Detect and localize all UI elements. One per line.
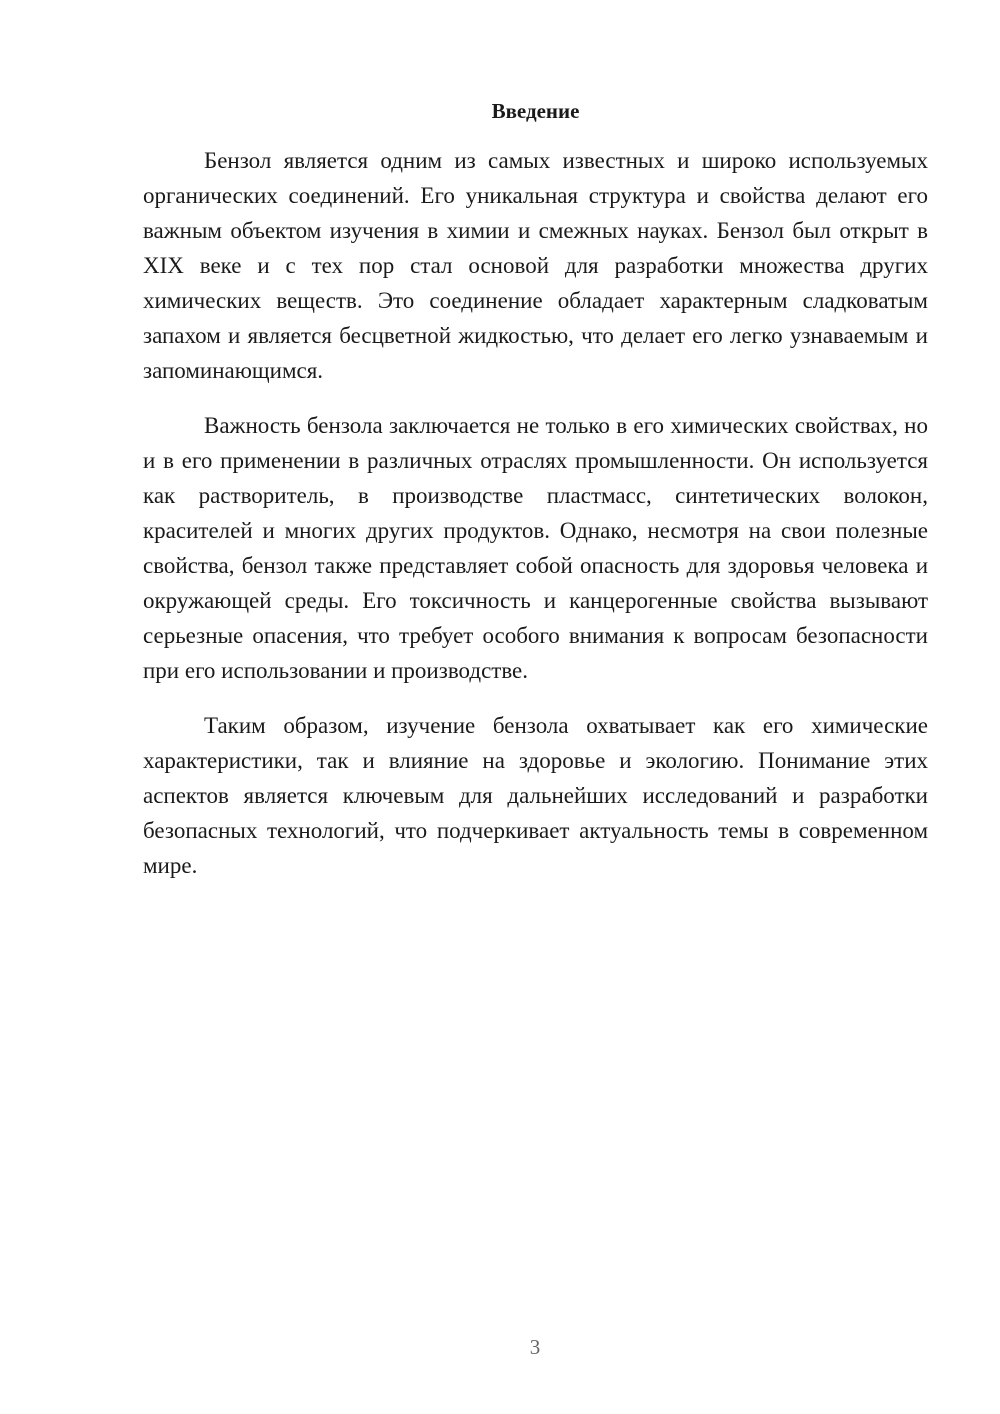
paragraph-1: Бензол является одним из самых известных и широко используемых органических соединений. Его уникальная структура и свойства делают его важным объектом изучения в химии и смежных науках. Бензол был открыт в XIX веке и с тех пор стал основой для разработки множества других химических веществ. Это соединение обладает характерным сладковатым запахом и является бесцветной жидкостью, что делает его легко узнаваемым и запоминающимся. <box>143 148 928 383</box>
page-number: 3 <box>529 1335 541 1359</box>
paragraph-3: Таким образом, изучение бензола охватывает как его химические характеристики, так и влияние на здоровье и экологию. Понимание этих аспектов является ключевым для дальнейших исследований и разработки безопасных технологий, что подчеркивает актуальность темы в современном мире. <box>143 713 928 878</box>
paragraph-2: Важность бензола заключается не только в его химических свойствах, но и в его применении в различных отраслях промышленности. Он используется как растворитель, в производстве пластмасс, синтетических волокон, красителей и многих других продуктов. Однако, несмотря на свои полезные свойства, бензол также представляет собой опасность для здоровья человека и окружающей среды. Его токсичность и канцерогенные свойства вызывают серьезные опасения, что требует особого внимания к вопросам безопасности при его использовании и производстве. <box>143 413 928 683</box>
body-text <box>143 143 928 903</box>
section-heading: Введение <box>491 99 580 123</box>
